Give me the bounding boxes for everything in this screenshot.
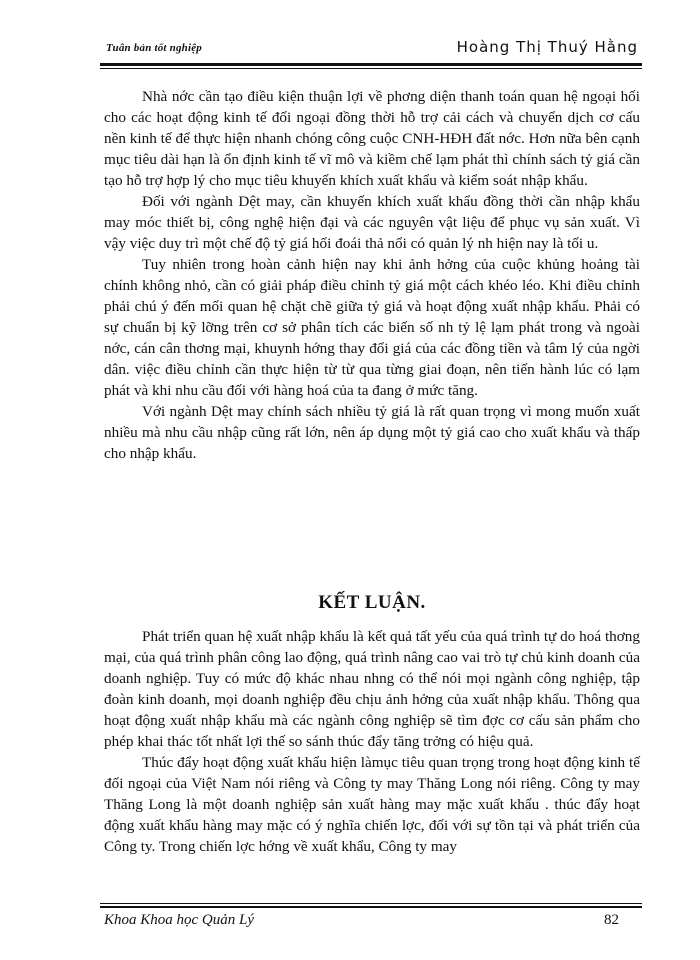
conclusion-text [104, 626, 640, 857]
footer-rule [100, 906, 642, 908]
page-header [100, 30, 640, 62]
header-doc-type: Tuân bản tốt nghiệp [106, 42, 203, 54]
header-rule [100, 63, 642, 66]
page-number: 82 [604, 912, 619, 928]
header-author: Hoàng Thị Thuý Hằng [456, 38, 638, 56]
paragraph: Phát triển quan hệ xuất nhập khẩu là kết quả tất yếu của quá trình tự do hoá thơng mại, của quá trình phân công lao động, quá trình nâng cao vai trò tự chủ kinh doanh của doanh nghiệp. Tuy có mức độ khác nhau nhng có thể nói mọi ngành công nghiệp, tập đoàn kinh doanh, mọi doanh nghiệp đều chịu ảnh hởng của xuất nhập khẩu. Thông qua hoạt động xuất nhập khẩu mà các ngành công nghiệp sẽ tìm đợc cơ cấu sản phẩm cho phép khai thác tốt nhất lợi thế so sánh thúc đẩy tăng trởng có hiệu quả. [104, 628, 640, 750]
paragraph: Thúc đẩy hoạt động xuất khẩu hiện làmục tiêu quan trọng trong hoạt động kinh tế đối ngoại của Việt Nam nói riêng và Công ty may Thăng Long nói riêng. Công ty may Thăng Long là một doanh nghiệp sản xuất hàng may mặc xuất khẩu . thúc đẩy hoạt động xuất khẩu hàng may mặc có ý nghĩa chiến lợc, đối với sự tồn tại và phát triển của Công ty. Trong chiến lợc hớng về xuất khẩu, Công ty may [104, 754, 640, 855]
paragraph: Tuy nhiên trong hoàn cảnh hiện nay khi ảnh hởng của cuộc khủng hoảng tài chính không nhỏ, cần có giải pháp điều chỉnh tỷ giá một cách khéo léo. Khi điều chỉnh phải chú ý đến mối quan hệ chặt chẽ giữa tỷ giá và hoạt động xuất nhập khẩu. Phải có sự chuẩn bị kỹ lỡng trên cơ sở phân tích các biến số nh tỷ lệ lạm phát trong và ngoài nớc, cán cân thơng mại, khuynh hớng thay đổi giá của các đồng tiền và tâm lý của ngời dân. việc điều chỉnh cần thực hiện từ từ qua từng giai đoạn, nên tiến hành lúc có lạm phát và khi nhu cầu đối với hàng hoá của ta đang ở mức tăng. [104, 256, 640, 399]
paragraph: Đối với ngành Dệt may, cần khuyến khích xuất khẩu đồng thời cần nhập khẩu may móc thiết bị, công nghệ hiện đại và các nguyên vật liệu để phục vụ sản xuất. Vì vậy việc duy trì một chế độ tỷ giá hối đoái thả nổi có quản lý nh hiện nay là tối u. [104, 193, 640, 252]
paragraph: Nhà nớc cần tạo điều kiện thuận lợi về phơng diện thanh toán quan hệ ngoại hối cho các hoạt động kinh tế đối ngoại đồng thời hỗ trợ cải cách và chuyển dịch cơ cấu nền kinh tế để thực hiện nhanh chóng công cuộc CNH-HĐH đất nớc. Hơn nữa bên cạnh mục tiêu dài hạn là ổn định kinh tế vĩ mô và kiềm chế lạm phát thì chính sách tỷ giá cần tạo hỗ trợ hợp lý cho mục tiêu khuyến khích xuất khẩu và kiểm soát nhập khẩu. [104, 88, 640, 189]
paragraph: Với ngành Dệt may chính sách nhiều tỷ giá là rất quan trọng vì mong muốn xuất nhiều mà nhu cầu nhập cũng rất lớn, nên áp dụng một tỷ giá cao cho xuất khẩu và thấp cho nhập khẩu. [104, 403, 640, 462]
header-rule-thin [100, 68, 642, 69]
body-text [104, 86, 640, 464]
footer-rule-thin [100, 903, 642, 904]
section-title: KẾT LUẬN. [318, 592, 426, 613]
footer-faculty: Khoa Khoa học Quản Lý [104, 912, 254, 928]
